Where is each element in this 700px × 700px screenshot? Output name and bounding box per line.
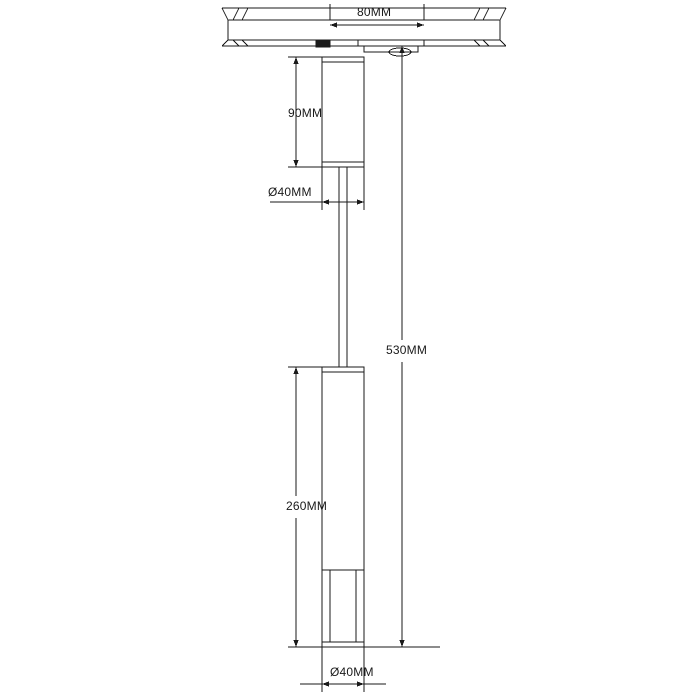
- dimension-label-upper-height: 90MM: [288, 106, 323, 120]
- dimension-label-lower-height: 260MM: [286, 499, 328, 513]
- dimension-label-lower-diameter: Ø40MM: [330, 665, 374, 679]
- suspension-rod: [339, 167, 347, 367]
- lower-cylinder-body: [322, 367, 364, 647]
- dimension-label-track-width: 80MM: [357, 5, 392, 19]
- upper-cylinder-body: [322, 57, 364, 167]
- dimension-label-total-drop: 530MM: [386, 343, 428, 357]
- track-adapter: [316, 40, 424, 56]
- dimension-label-upper-diameter: Ø40MM: [268, 185, 312, 199]
